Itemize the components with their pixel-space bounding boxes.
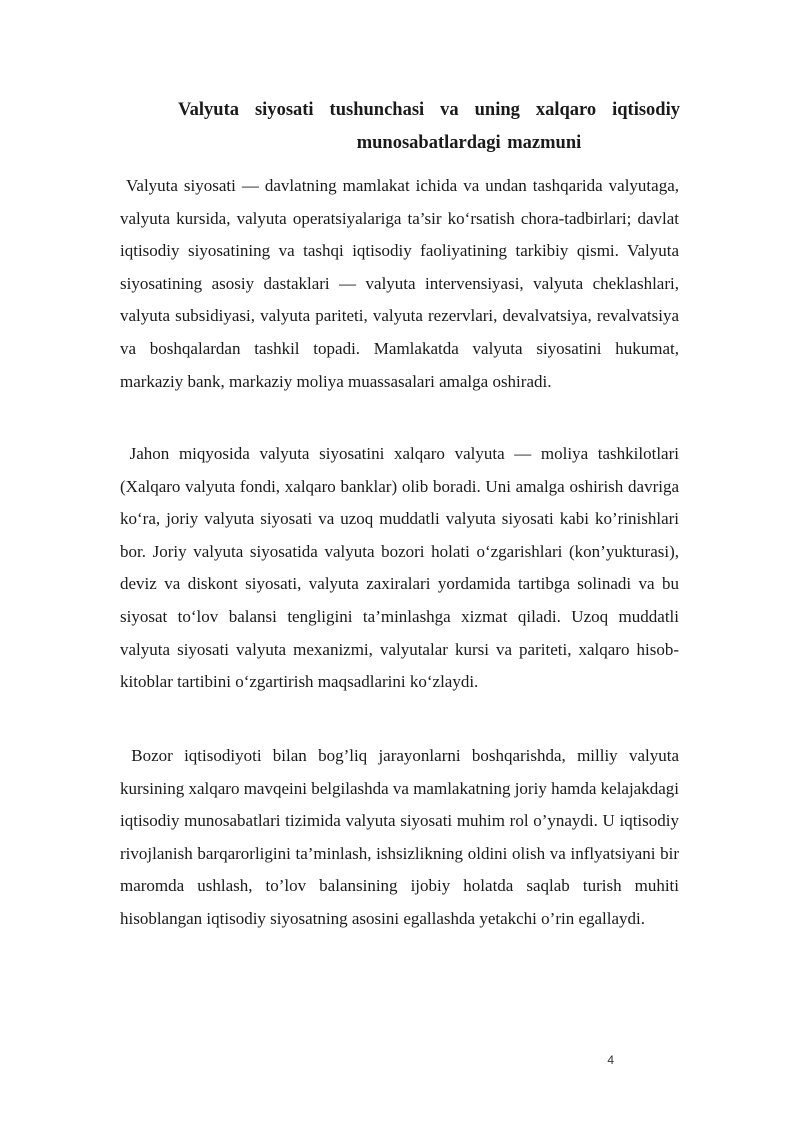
page-number: 4 xyxy=(607,1053,614,1067)
page-title xyxy=(120,94,680,160)
title-line-1: Valyuta siyosati tushunchasi va uning xalqaro iqtisodiy xyxy=(178,100,680,120)
paragraph-1: Valyuta siyosati — davlatning mamlakat ichida va undan tashqarida valyutaga, valyuta kursida, valyuta operatsiyalariga ta’sir ko‘rsatish chora-tadbirlari; davlat iqtisodiy siyosatining va tashqi iqtisodiy faoliyatining tarkibiy qismi. Valyuta siyosatining asosiy dastaklari — valyuta intervensiyasi, valyuta cheklashlari, valyuta subsidiyasi, valyuta pariteti, valyuta rezervlari, devalvatsiya, revalvatsiya va boshqalardan tashkil topadi. Mamlakatda valyuta siyosatini hukumat, markaziy bank, markaziy moliya muassasalari amalga oshiradi. xyxy=(120,176,679,391)
title-line-2: munosabatlardagi mazmuni xyxy=(356,133,582,153)
paragraph-2: Jahon miqyosida valyuta siyosatini xalqaro valyuta — moliya tashkilotlari (Xalqaro valyuta fondi, xalqaro banklar) olib boradi. Uni amalga oshirish davriga ko‘ra, joriy valyuta siyosati va uzoq muddatli valyuta siyosati kabi ko’rinishlari bor. Joriy valyuta siyosatida valyuta bozori holati o‘zgarishlari (kon’yukturasi), deviz va diskont siyosati, valyuta zaxiralari yordamida tartibga solinadi va bu siyosat to‘lov balansi tengligini ta’minlashga xizmat qiladi. Uzoq muddatli valyuta siyosati valyuta mexanizmi, valyutalar kursi va pariteti, xalqaro hisob-kitoblar tartibini o‘zgartirish maqsadlarini ko‘zlaydi. xyxy=(120,444,679,692)
paragraph-3: Bozor iqtisodiyoti bilan bog’liq jarayonlarni boshqarishda, milliy valyuta kursining xalqaro mavqeini belgilashda va mamlakatning joriy hamda kelajakdagi iqtisodiy munosabatlari tizimida valyuta siyosati muhim rol o’ynaydi. U iqtisodiy rivojlanish barqarorligini ta’minlash, ishsizlikning oldini olish va inflyatsiyani bir maromda ushlash, to’lov balansining ijobiy holatda saqlab turish muhiti hisoblangan iqtisodiy siyosatning asosini egallashda yetakchi o’rin egallaydi. xyxy=(120,746,679,928)
